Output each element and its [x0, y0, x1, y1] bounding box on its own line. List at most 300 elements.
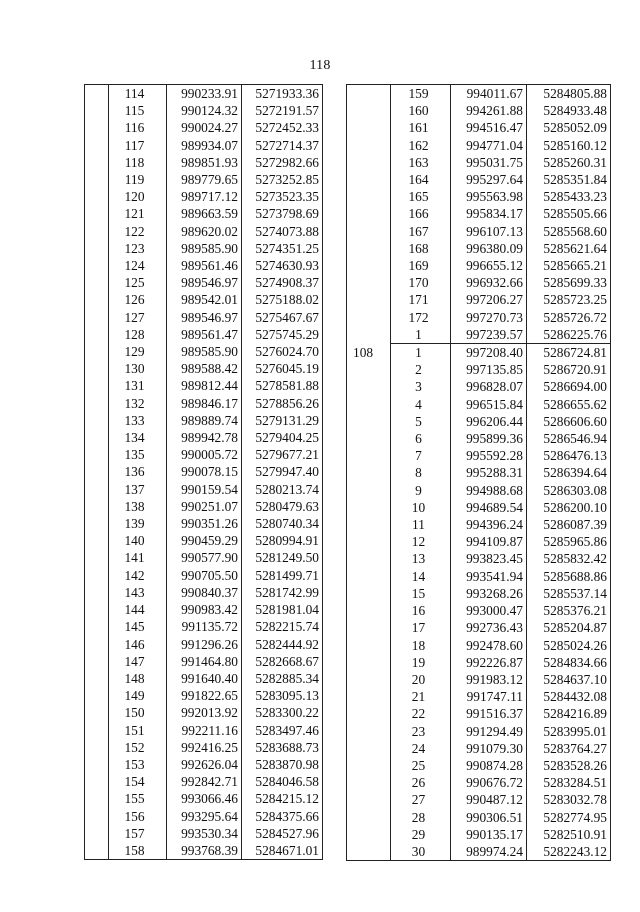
point-number-cell: 149	[109, 687, 167, 704]
group-id-cell	[85, 205, 109, 222]
y-coordinate-cell: 5272452.33	[255, 120, 319, 136]
point-number-cell: 4	[391, 396, 451, 413]
table-row	[85, 687, 323, 704]
y-coordinate-cell: 5281742.99	[255, 584, 319, 600]
group-id-cell	[347, 171, 391, 188]
table-row	[347, 499, 611, 516]
table-row	[347, 291, 611, 308]
table-row	[347, 447, 611, 464]
group-id-cell	[85, 171, 109, 188]
group-id-cell	[347, 430, 391, 447]
y-coordinate-cell: 5280213.74	[255, 481, 319, 497]
point-number-cell: 20	[391, 671, 451, 688]
y-coordinate-cell: 5285376.21	[543, 603, 607, 619]
point-number-cell: 120	[109, 188, 167, 205]
table-row	[347, 464, 611, 481]
table-row	[347, 791, 611, 808]
y-coordinate-cell: 5284527.96	[255, 825, 319, 841]
group-id-cell	[347, 396, 391, 413]
group-id-cell	[347, 533, 391, 550]
x-coordinate-cell: 993295.64	[167, 808, 242, 825]
point-number-cell: 171	[391, 291, 451, 308]
point-number-cell: 137	[109, 481, 167, 498]
table-row	[347, 843, 611, 861]
point-number-cell: 125	[109, 274, 167, 291]
group-id-cell	[85, 223, 109, 240]
point-number-cell: 26	[391, 774, 451, 791]
x-coordinate-cell: 992842.71	[167, 773, 242, 790]
x-coordinate-cell: 994516.47	[451, 119, 527, 136]
point-number-cell: 152	[109, 739, 167, 756]
group-id-cell	[85, 618, 109, 635]
y-coordinate-cell: 5283995.01	[543, 723, 607, 739]
point-number-cell: 155	[109, 790, 167, 807]
y-coordinate-cell: 5278856.26	[255, 395, 319, 411]
x-coordinate-cell: 995563.98	[451, 188, 527, 205]
table-row	[85, 274, 323, 291]
point-number-cell: 134	[109, 429, 167, 446]
y-coordinate-cell: 5284046.58	[255, 774, 319, 790]
point-number-cell: 121	[109, 205, 167, 222]
x-coordinate-cell: 993000.47	[451, 602, 527, 619]
x-coordinate-cell: 989846.17	[167, 395, 242, 412]
x-coordinate-cell: 990676.72	[451, 774, 527, 791]
x-coordinate-cell: 995899.36	[451, 430, 527, 447]
table-row	[85, 188, 323, 205]
y-coordinate-cell: 5282243.12	[543, 843, 607, 859]
x-coordinate-cell: 989934.07	[167, 137, 242, 154]
y-coordinate-cell: 5283870.98	[255, 756, 319, 772]
point-number-cell: 115	[109, 102, 167, 119]
table-row	[347, 413, 611, 430]
y-coordinate-cell: 5279404.25	[255, 430, 319, 446]
table-row	[347, 188, 611, 205]
table-row	[85, 722, 323, 739]
point-number-cell: 14	[391, 568, 451, 585]
table-row	[347, 757, 611, 774]
x-coordinate-cell: 995288.31	[451, 464, 527, 481]
x-coordinate-cell: 991294.49	[451, 723, 527, 740]
y-coordinate-cell: 5276024.70	[255, 344, 319, 360]
group-id-cell	[85, 309, 109, 326]
point-number-cell: 2	[391, 361, 451, 378]
table-row	[347, 482, 611, 499]
x-coordinate-cell: 991822.65	[167, 687, 242, 704]
x-coordinate-cell: 993541.94	[451, 568, 527, 585]
x-coordinate-cell: 997208.40	[451, 344, 527, 362]
point-number-cell: 147	[109, 653, 167, 670]
y-coordinate-cell: 5280479.63	[255, 498, 319, 514]
x-coordinate-cell: 992416.25	[167, 739, 242, 756]
x-coordinate-cell: 993530.34	[167, 825, 242, 842]
group-id-cell	[85, 429, 109, 446]
x-coordinate-cell: 995297.64	[451, 171, 527, 188]
table-row	[85, 102, 323, 119]
group-id-cell	[347, 654, 391, 671]
y-coordinate-cell: 5273523.35	[255, 189, 319, 205]
x-coordinate-cell: 995834.17	[451, 205, 527, 222]
table-row	[347, 102, 611, 119]
group-id-cell	[347, 585, 391, 602]
group-id-cell	[347, 705, 391, 722]
point-number-cell: 9	[391, 482, 451, 499]
table-row	[347, 826, 611, 843]
x-coordinate-cell: 994109.87	[451, 533, 527, 550]
table-row	[347, 361, 611, 378]
group-id-cell	[85, 360, 109, 377]
x-coordinate-cell: 989889.74	[167, 412, 242, 429]
y-coordinate-cell: 5280740.34	[255, 516, 319, 532]
point-number-cell: 1	[391, 344, 451, 362]
point-number-cell: 156	[109, 808, 167, 825]
y-coordinate-cell: 5282215.74	[255, 619, 319, 635]
table-row	[85, 808, 323, 825]
x-coordinate-cell: 990487.12	[451, 791, 527, 808]
table-row	[347, 85, 611, 103]
point-number-cell: 169	[391, 257, 451, 274]
point-number-cell: 139	[109, 515, 167, 532]
x-coordinate-cell: 989561.47	[167, 326, 242, 343]
table-row	[347, 396, 611, 413]
y-coordinate-cell: 5283764.27	[543, 740, 607, 756]
point-number-cell: 158	[109, 842, 167, 860]
y-coordinate-cell: 5285665.21	[543, 258, 607, 274]
table-row	[347, 205, 611, 222]
y-coordinate-cell: 5279677.21	[255, 447, 319, 463]
table-row	[85, 223, 323, 240]
y-coordinate-cell: 5284375.66	[255, 808, 319, 824]
point-number-cell: 11	[391, 516, 451, 533]
group-id-cell: 108	[347, 344, 391, 362]
table-row	[347, 550, 611, 567]
point-number-cell: 127	[109, 309, 167, 326]
y-coordinate-cell: 5275188.02	[255, 292, 319, 308]
table-row	[347, 654, 611, 671]
point-number-cell: 22	[391, 705, 451, 722]
point-number-cell: 138	[109, 498, 167, 515]
group-id-cell	[85, 377, 109, 394]
table-row	[85, 773, 323, 790]
group-id-cell	[85, 653, 109, 670]
x-coordinate-cell: 994396.24	[451, 516, 527, 533]
point-number-cell: 159	[391, 85, 451, 103]
x-coordinate-cell: 991135.72	[167, 618, 242, 635]
group-id-cell	[85, 188, 109, 205]
y-coordinate-cell: 5285505.66	[543, 206, 607, 222]
group-id-cell	[347, 723, 391, 740]
table-row	[85, 360, 323, 377]
y-coordinate-cell: 5272714.37	[255, 137, 319, 153]
group-id-cell	[347, 499, 391, 516]
table-row	[347, 688, 611, 705]
group-id-cell	[347, 240, 391, 257]
group-id-cell	[347, 378, 391, 395]
point-number-cell: 172	[391, 309, 451, 326]
x-coordinate-cell: 989851.93	[167, 154, 242, 171]
x-coordinate-cell: 996828.07	[451, 378, 527, 395]
point-number-cell: 150	[109, 704, 167, 721]
group-id-cell	[85, 119, 109, 136]
table-row	[347, 154, 611, 171]
group-id-cell	[347, 137, 391, 154]
group-id-cell	[347, 413, 391, 430]
point-number-cell: 157	[109, 825, 167, 842]
table-row	[347, 309, 611, 326]
y-coordinate-cell: 5281249.50	[255, 550, 319, 566]
point-number-cell: 161	[391, 119, 451, 136]
group-id-cell	[85, 636, 109, 653]
page-number: 118	[309, 58, 331, 73]
x-coordinate-cell: 990024.27	[167, 119, 242, 136]
x-coordinate-cell: 997270.73	[451, 309, 527, 326]
group-id-cell	[85, 842, 109, 860]
table-row	[347, 137, 611, 154]
x-coordinate-cell: 989942.78	[167, 429, 242, 446]
table-row	[85, 446, 323, 463]
point-number-cell: 130	[109, 360, 167, 377]
x-coordinate-cell: 990135.17	[451, 826, 527, 843]
table-row	[85, 412, 323, 429]
point-number-cell: 163	[391, 154, 451, 171]
group-id-cell	[347, 809, 391, 826]
group-id-cell	[347, 188, 391, 205]
table-row	[347, 119, 611, 136]
table-row	[85, 532, 323, 549]
point-number-cell: 164	[391, 171, 451, 188]
y-coordinate-cell: 5285160.12	[543, 137, 607, 153]
y-coordinate-cell: 5285204.87	[543, 620, 607, 636]
group-id-cell	[347, 361, 391, 378]
x-coordinate-cell: 990459.29	[167, 532, 242, 549]
group-id-cell	[347, 85, 391, 103]
y-coordinate-cell: 5285568.60	[543, 223, 607, 239]
table-row	[347, 585, 611, 602]
y-coordinate-cell: 5284805.88	[543, 86, 607, 101]
x-coordinate-cell: 989974.24	[451, 843, 527, 861]
table-row	[347, 516, 611, 533]
group-id-cell	[85, 549, 109, 566]
point-number-cell: 24	[391, 740, 451, 757]
group-id-cell	[347, 688, 391, 705]
group-id-cell	[85, 326, 109, 343]
point-number-cell: 144	[109, 601, 167, 618]
table-row	[85, 636, 323, 653]
y-coordinate-cell: 5285621.64	[543, 240, 607, 256]
group-id-cell	[347, 843, 391, 861]
point-number-cell: 128	[109, 326, 167, 343]
point-number-cell: 15	[391, 585, 451, 602]
x-coordinate-cell: 992211.16	[167, 722, 242, 739]
x-coordinate-cell: 991296.26	[167, 636, 242, 653]
point-number-cell: 151	[109, 722, 167, 739]
group-id-cell	[85, 481, 109, 498]
group-id-cell	[347, 223, 391, 240]
point-number-cell: 5	[391, 413, 451, 430]
y-coordinate-cell: 5286724.81	[527, 344, 611, 362]
point-number-cell: 129	[109, 343, 167, 360]
x-coordinate-cell: 989588.42	[167, 360, 242, 377]
point-number-cell: 21	[391, 688, 451, 705]
group-id-cell	[85, 756, 109, 773]
y-coordinate-cell: 5284933.48	[543, 103, 607, 119]
group-id-cell	[85, 722, 109, 739]
y-coordinate-cell: 5285433.23	[543, 189, 607, 205]
table-row	[85, 842, 323, 860]
point-number-cell: 167	[391, 223, 451, 240]
table-row	[85, 377, 323, 394]
table-row	[85, 240, 323, 257]
y-coordinate-cell: 5285052.09	[543, 120, 607, 136]
x-coordinate-cell: 992736.43	[451, 619, 527, 636]
y-coordinate-cell: 5273252.85	[255, 172, 319, 188]
point-number-cell: 132	[109, 395, 167, 412]
table-row	[347, 809, 611, 826]
point-number-cell: 135	[109, 446, 167, 463]
x-coordinate-cell: 990840.37	[167, 584, 242, 601]
table-row	[85, 618, 323, 635]
point-number-cell: 153	[109, 756, 167, 773]
x-coordinate-cell: 990233.91	[167, 85, 242, 103]
x-coordinate-cell: 990306.51	[451, 809, 527, 826]
x-coordinate-cell: 989812.44	[167, 377, 242, 394]
y-coordinate-cell: 5286720.91	[543, 362, 607, 378]
group-id-cell	[85, 137, 109, 154]
table-row	[85, 790, 323, 807]
point-number-cell: 148	[109, 670, 167, 687]
y-coordinate-cell: 5284834.66	[543, 654, 607, 670]
y-coordinate-cell: 5285260.31	[543, 154, 607, 170]
table-row	[347, 240, 611, 257]
table-row	[347, 637, 611, 654]
x-coordinate-cell: 995031.75	[451, 154, 527, 171]
point-number-cell: 119	[109, 171, 167, 188]
x-coordinate-cell: 996655.12	[451, 257, 527, 274]
x-coordinate-cell: 990577.90	[167, 549, 242, 566]
y-coordinate-cell: 5274908.37	[255, 275, 319, 291]
x-coordinate-cell: 996380.09	[451, 240, 527, 257]
x-coordinate-cell: 990078.15	[167, 463, 242, 480]
y-coordinate-cell: 5286200.10	[543, 499, 607, 515]
x-coordinate-cell: 989546.97	[167, 309, 242, 326]
x-coordinate-cell: 990159.54	[167, 481, 242, 498]
group-id-cell	[347, 119, 391, 136]
x-coordinate-cell: 989585.90	[167, 343, 242, 360]
group-id-cell	[85, 532, 109, 549]
y-coordinate-cell: 5279947.40	[255, 464, 319, 480]
point-number-cell: 17	[391, 619, 451, 636]
point-number-cell: 136	[109, 463, 167, 480]
table-row	[85, 171, 323, 188]
y-coordinate-cell: 5275745.29	[255, 326, 319, 342]
group-id-cell	[85, 790, 109, 807]
table-row	[347, 533, 611, 550]
y-coordinate-cell: 5271933.36	[255, 86, 319, 101]
point-number-cell: 29	[391, 826, 451, 843]
group-id-cell	[85, 240, 109, 257]
group-id-cell	[347, 257, 391, 274]
table-row	[85, 567, 323, 584]
table-row	[347, 602, 611, 619]
y-coordinate-cell: 5283032.78	[543, 792, 607, 808]
table-row	[85, 601, 323, 618]
point-number-cell: 168	[391, 240, 451, 257]
table-row	[85, 291, 323, 308]
x-coordinate-cell: 997206.27	[451, 291, 527, 308]
x-coordinate-cell: 992626.04	[167, 756, 242, 773]
group-id-cell	[85, 274, 109, 291]
point-number-cell: 6	[391, 430, 451, 447]
y-coordinate-cell: 5285351.84	[543, 172, 607, 188]
table-row	[85, 85, 323, 103]
y-coordinate-cell: 5284671.01	[255, 842, 319, 858]
table-row	[347, 774, 611, 791]
x-coordinate-cell: 994011.67	[451, 85, 527, 103]
group-id-cell	[347, 482, 391, 499]
x-coordinate-cell: 989546.97	[167, 274, 242, 291]
x-coordinate-cell: 992226.87	[451, 654, 527, 671]
point-number-cell: 1	[391, 326, 451, 344]
y-coordinate-cell: 5286546.94	[543, 431, 607, 447]
x-coordinate-cell: 990351.26	[167, 515, 242, 532]
group-id-cell	[347, 464, 391, 481]
y-coordinate-cell: 5274351.25	[255, 240, 319, 256]
table-row	[85, 481, 323, 498]
group-id-cell	[347, 757, 391, 774]
x-coordinate-cell: 991640.40	[167, 670, 242, 687]
table-row	[85, 670, 323, 687]
point-number-cell: 116	[109, 119, 167, 136]
x-coordinate-cell: 989585.90	[167, 240, 242, 257]
point-number-cell: 145	[109, 618, 167, 635]
point-number-cell: 3	[391, 378, 451, 395]
group-id-cell	[347, 550, 391, 567]
group-id-cell	[347, 447, 391, 464]
group-id-cell	[347, 102, 391, 119]
table-row	[85, 549, 323, 566]
group-id-cell	[347, 568, 391, 585]
y-coordinate-cell: 5285832.42	[543, 551, 607, 567]
point-number-cell: 165	[391, 188, 451, 205]
group-id-cell	[85, 412, 109, 429]
table-row	[347, 705, 611, 722]
group-id-cell	[347, 740, 391, 757]
y-coordinate-cell: 5285699.33	[543, 275, 607, 291]
x-coordinate-cell: 994261.88	[451, 102, 527, 119]
x-coordinate-cell: 991079.30	[451, 740, 527, 757]
table-row	[85, 739, 323, 756]
table-row	[85, 137, 323, 154]
x-coordinate-cell: 990874.28	[451, 757, 527, 774]
x-coordinate-cell: 993066.46	[167, 790, 242, 807]
group-id-cell	[85, 343, 109, 360]
x-coordinate-cell: 990251.07	[167, 498, 242, 515]
y-coordinate-cell: 5286655.62	[543, 396, 607, 412]
table-row	[347, 671, 611, 688]
point-number-cell: 166	[391, 205, 451, 222]
y-coordinate-cell: 5275467.67	[255, 309, 319, 325]
point-number-cell: 114	[109, 85, 167, 103]
table-row	[347, 619, 611, 636]
table-row	[347, 344, 611, 362]
table-row	[85, 326, 323, 343]
group-id-cell	[85, 154, 109, 171]
y-coordinate-cell: 5274073.88	[255, 223, 319, 239]
point-number-cell: 30	[391, 843, 451, 861]
y-coordinate-cell: 5284216.89	[543, 706, 607, 722]
table-row	[347, 740, 611, 757]
point-number-cell: 122	[109, 223, 167, 240]
point-number-cell: 140	[109, 532, 167, 549]
